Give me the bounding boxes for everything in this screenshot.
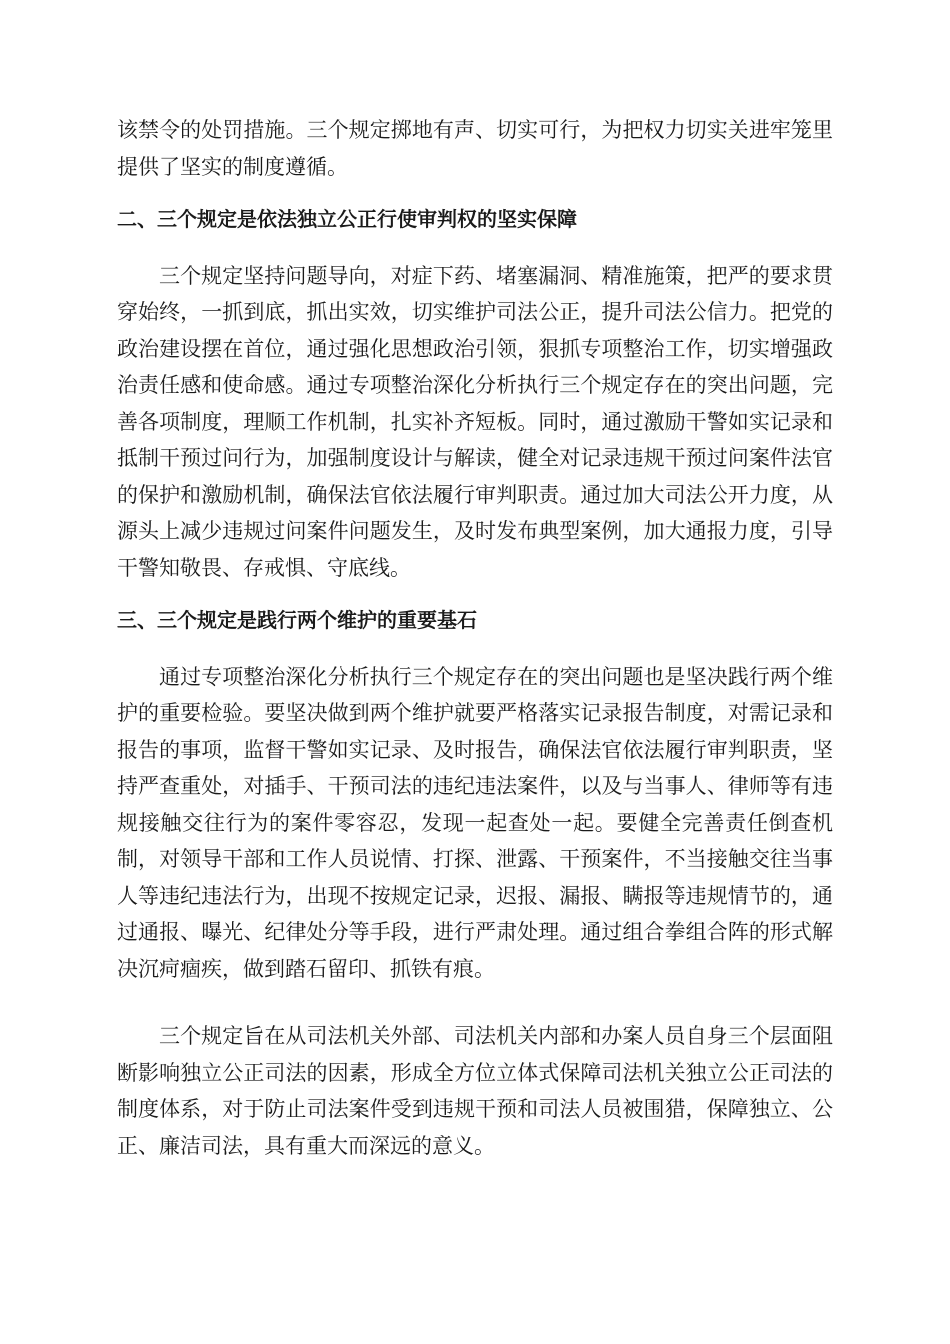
section-heading-3: 三、三个规定是践行两个维护的重要基石	[117, 608, 477, 632]
spacer	[117, 238, 833, 258]
section-heading-2: 二、三个规定是依法独立公正行使审判权的坚实保障	[117, 207, 577, 231]
section-2-paragraph: 三个规定坚持问题导向，对症下药、堵塞漏洞、精准施策，把严的要求贯穿始终，一抓到底，抓出实效，切实维护司法公正，提升司法公信力。把党的政治建设摆在首位，通过强化思想政治引领，狠抓专项整治工作，切实增强政治责任感和使命感。通过专项整治深化分析执行三个规定存在的突出问题，完善各项制度，理顺工作机制，扎实补齐短板。同时，通过激励干警如实记录和抵制干预过问行为，加强制度设计与解读，健全对记录违规干预过问案件法官的保护和激励机制，确保法官依法履行审判职责。通过加大司法公开力度，从源头上减少违规过问案件问题发生，及时发布典型案例，加大通报力度，引导干警知敬畏、存戒惧、守底线。	[117, 263, 833, 580]
section-3-paragraph: 通过专项整治深化分析执行三个规定存在的突出问题也是坚决践行两个维护的重要检验。要坚决做到两个维护就要严格落实记录报告制度，对需记录和报告的事项，监督干警如实记录、及时报告，确保法官依法履行审判职责，坚持严查重处，对插手、干预司法的违纪违法案件，以及与当事人、律师等有违规接触交往行为的案件零容忍，发现一起查处一起。要健全完善责任倒查机制，对领导干部和工作人员说情、打探、泄露、干预案件，不当接触交往当事人等违纪违法行为，出现不按规定记录，迟报、漏报、瞒报等违规情节的，通过通报、曝光、纪律处分等手段，进行严肃处理。通过组合拳组合阵的形式解决沉疴痼疾，做到踏石留印、抓铁有痕。	[117, 664, 833, 981]
spacer	[117, 586, 833, 602]
conclusion-paragraph: 三个规定旨在从司法机关外部、司法机关内部和办案人员自身三个层面阻断影响独立公正司法的因素，形成全方位立体式保障司法机关独立公正司法的制度体系，对于防止司法案件受到违规干预和司法人员被围猎，保障独立、公正、廉洁司法，具有重大而深远的意义。	[117, 1024, 833, 1158]
document-page	[117, 112, 833, 1164]
spacer	[117, 185, 833, 201]
paragraph-continuation: 该禁令的处罚措施。三个规定掷地有声、切实可行，为把权力切实关进牢笼里提供了坚实的制度遵循。	[117, 118, 833, 179]
spacer	[117, 639, 833, 659]
spacer	[117, 987, 833, 1018]
